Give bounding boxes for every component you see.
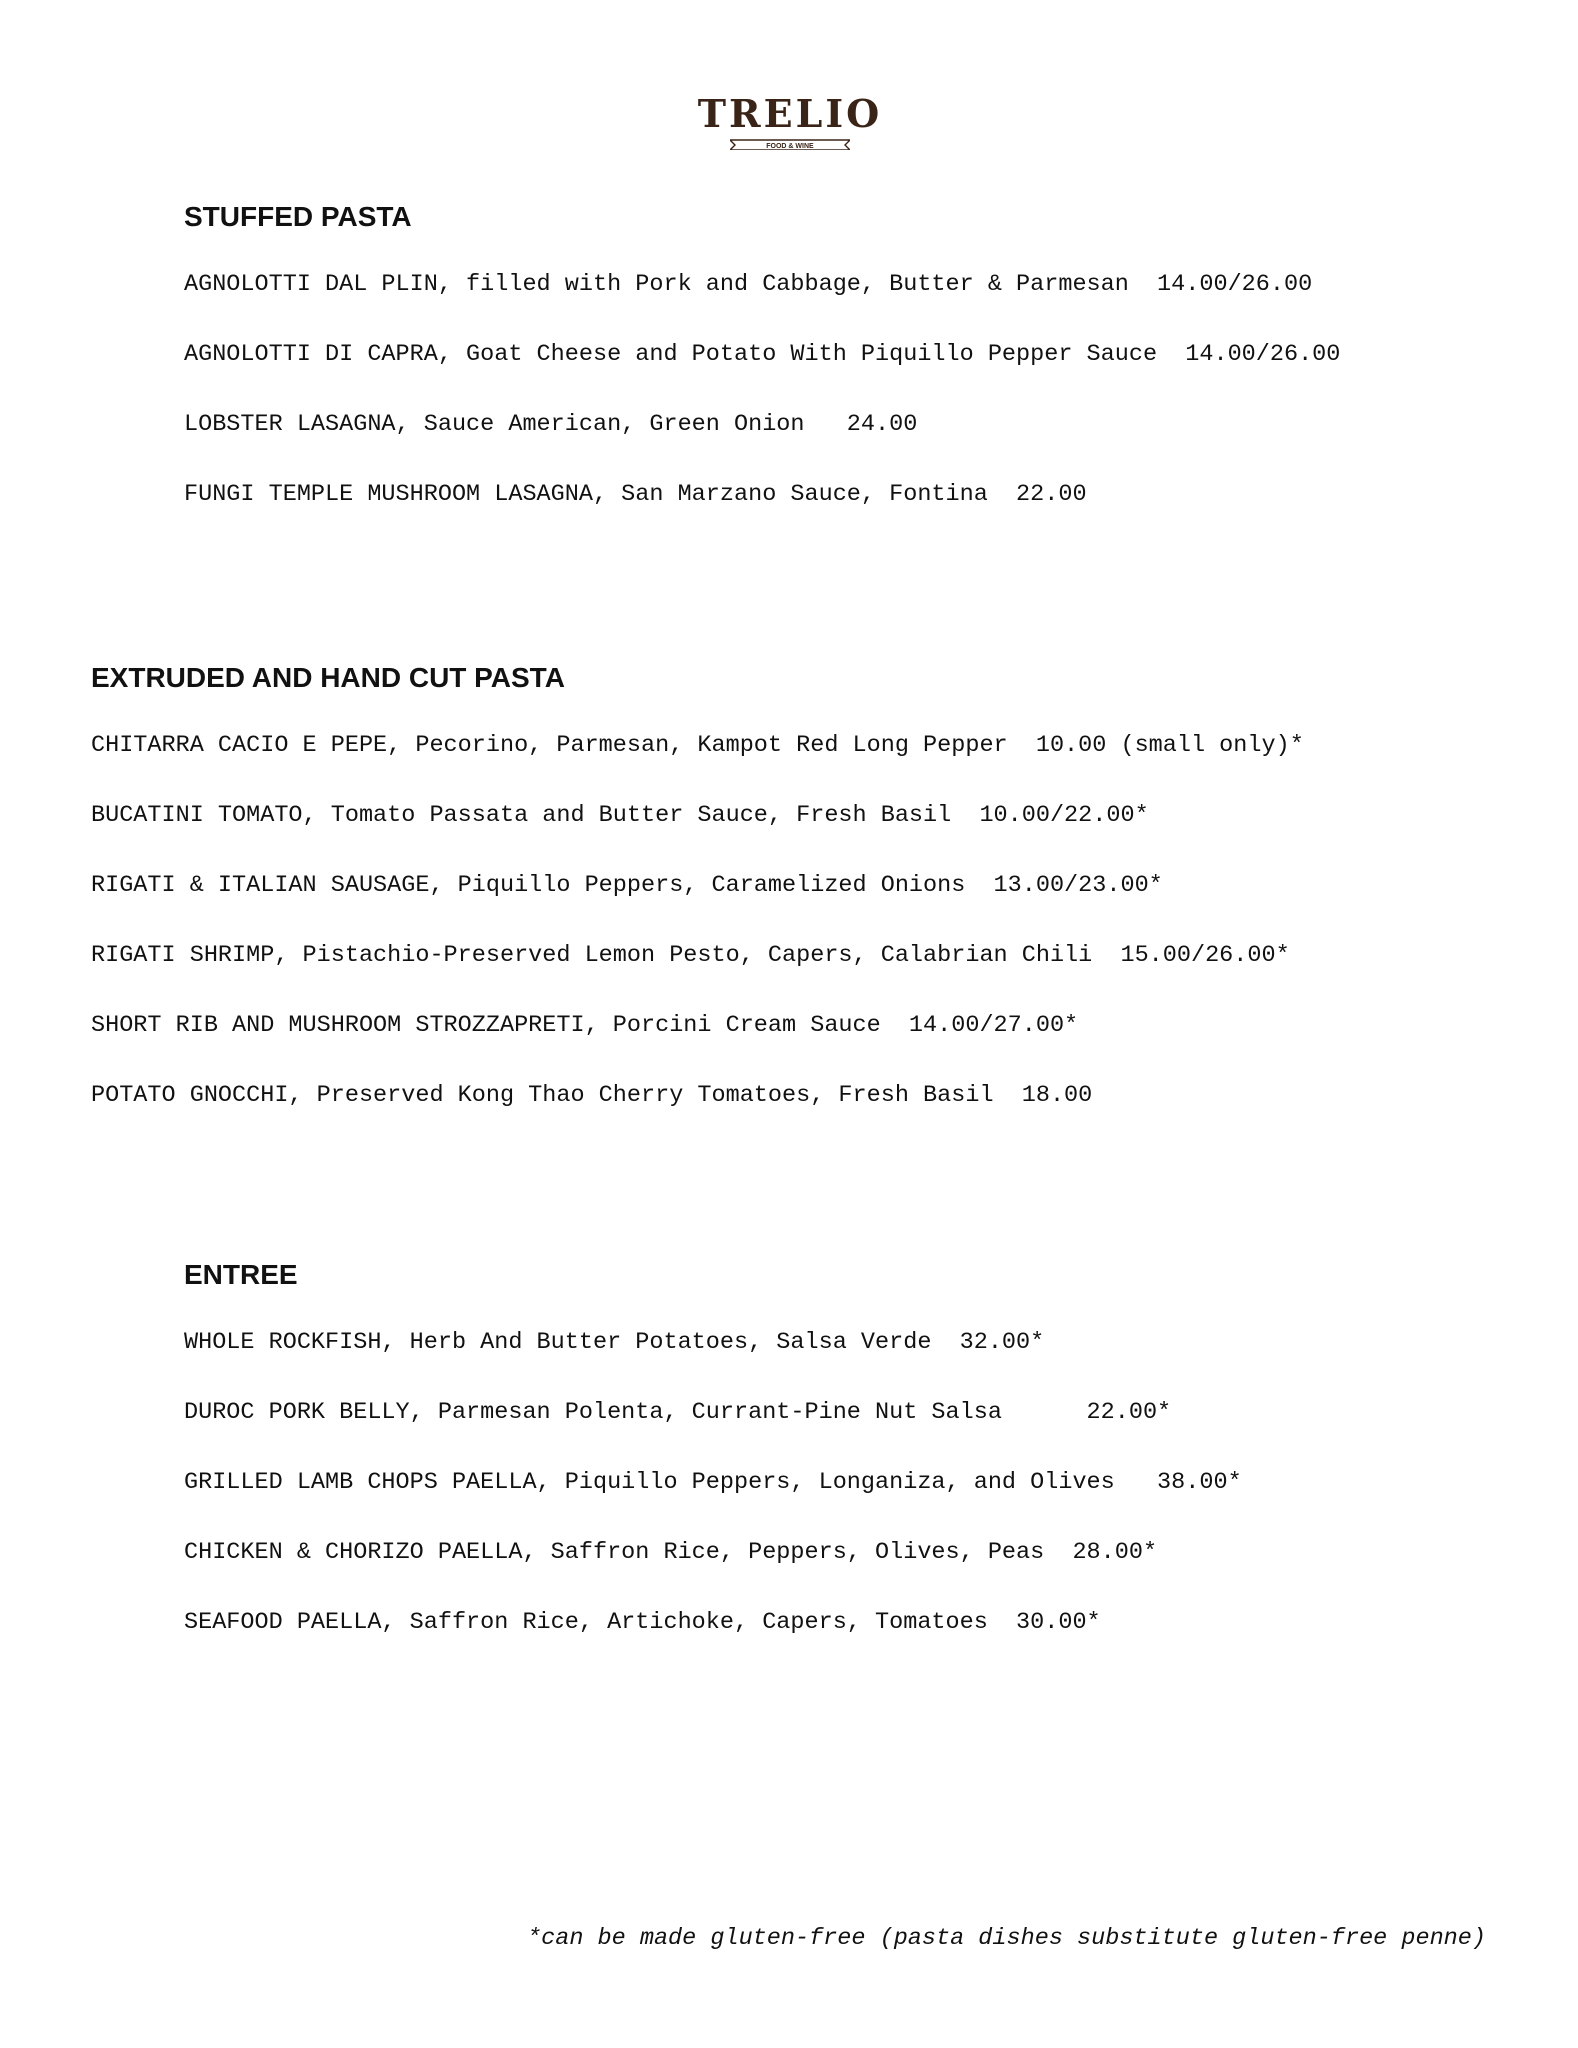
section-title: EXTRUDED AND HAND CUT PASTA	[91, 662, 565, 693]
section-entree	[184, 1259, 1242, 1678]
section-title: STUFFED PASTA	[184, 201, 412, 232]
menu-item: RIGATI SHRIMP, Pistachio-Preserved Lemon Pesto, Capers, Calabrian Chili 15.00/26.00*	[91, 942, 1290, 969]
menu-item: BUCATINI TOMATO, Tomato Passata and Butter Sauce, Fresh Basil 10.00/22.00*	[91, 802, 1149, 829]
menu-item: GRILLED LAMB CHOPS PAELLA, Piquillo Peppers, Longaniza, and Olives 38.00*	[184, 1469, 1242, 1496]
section-stuffed-pasta	[184, 201, 1340, 550]
menu-item: CHICKEN & CHORIZO PAELLA, Saffron Rice, Peppers, Olives, Peas 28.00*	[184, 1539, 1158, 1566]
menu-item: DUROC PORK BELLY, Parmesan Polenta, Currant-Pine Nut Salsa 22.00*	[184, 1399, 1172, 1426]
menu-item: SHORT RIB AND MUSHROOM STROZZAPRETI, Porcini Cream Sauce 14.00/27.00*	[91, 1012, 1079, 1039]
menu-item-list	[184, 1328, 1242, 1678]
menu-item: AGNOLOTTI DI CAPRA, Goat Cheese and Potato With Piquillo Pepper Sauce 14.00/26.00	[184, 341, 1341, 368]
section-extruded-pasta	[91, 662, 1304, 1151]
logo-tagline: FOOD & WINE	[766, 143, 814, 150]
menu-item: RIGATI & ITALIAN SAUSAGE, Piquillo Peppers, Caramelized Onions 13.00/23.00*	[91, 872, 1163, 899]
menu-item: SEAFOOD PAELLA, Saffron Rice, Artichoke, Capers, Tomatoes 30.00*	[184, 1609, 1101, 1636]
menu-item-list	[184, 270, 1340, 550]
gluten-free-footnote: *can be made gluten-free (pasta dishes substitute gluten-free penne)	[527, 1925, 1486, 1952]
menu-item: WHOLE ROCKFISH, Herb And Butter Potatoes, Salsa Verde 32.00*	[184, 1329, 1045, 1356]
section-title: ENTREE	[184, 1259, 298, 1290]
menu-item: POTATO GNOCCHI, Preserved Kong Thao Cherry Tomatoes, Fresh Basil 18.00	[91, 1082, 1093, 1109]
logo-wordmark: TRELIO	[697, 91, 883, 136]
menu-item: FUNGI TEMPLE MUSHROOM LASAGNA, San Marzano Sauce, Fontina 22.00	[184, 481, 1087, 508]
trelio-logo	[690, 92, 890, 154]
logo-ribbon-icon	[730, 138, 850, 150]
menu-item: CHITARRA CACIO E PEPE, Pecorino, Parmesan, Kampot Red Long Pepper 10.00 (small only)*	[91, 732, 1304, 759]
menu-item: AGNOLOTTI DAL PLIN, filled with Pork and Cabbage, Butter & Parmesan 14.00/26.00	[184, 271, 1313, 298]
menu-item: LOBSTER LASAGNA, Sauce American, Green Onion 24.00	[184, 411, 918, 438]
menu-item-list	[91, 731, 1304, 1151]
